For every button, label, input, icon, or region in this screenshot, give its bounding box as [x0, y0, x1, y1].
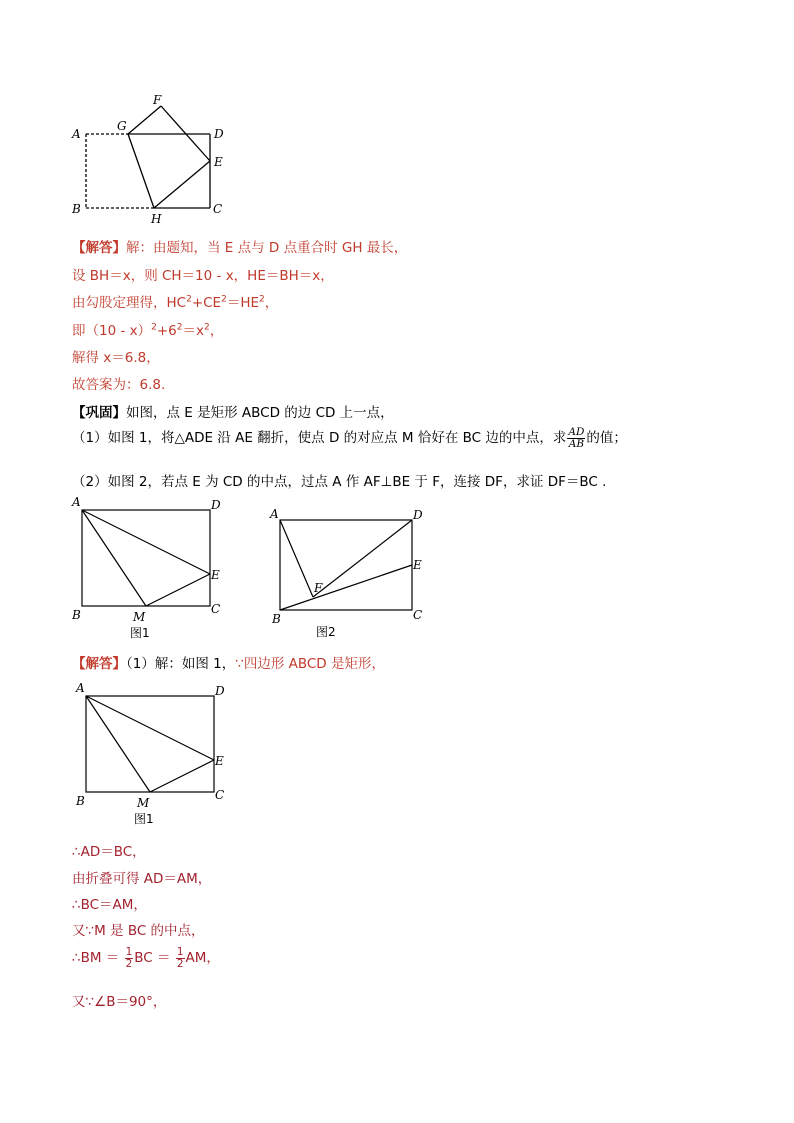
consolidate-intro: 【巩固】如图，点 E 是矩形 ABCD 的边 CD 上一点，: [72, 405, 394, 421]
answer-tag: 【解答】: [72, 240, 126, 256]
fig1r-label-a: A: [76, 681, 85, 695]
fig1r-label-d: D: [215, 684, 225, 698]
answer1-line1: 【解答】解：由题知，当 E 点与 D 点重合时 GH 最长，: [72, 240, 408, 256]
answer2-step6: 又∵∠B＝90°，: [72, 994, 167, 1010]
fig1-label-d: D: [211, 498, 221, 512]
point-label-h: H: [151, 212, 162, 226]
answer2-step1: ∴AD＝BC，: [72, 844, 146, 860]
point-label-c: C: [213, 202, 223, 216]
answer2-step3: ∴BC＝AM，: [72, 897, 147, 913]
fig1-label-m: M: [133, 610, 146, 624]
answer1-line5: 解得 x＝6.8，: [72, 350, 160, 366]
fig1r-label-b: B: [76, 794, 85, 808]
fig1-label-b: B: [72, 608, 81, 622]
figure-1-repeat: [70, 680, 240, 830]
answer2-step2: 由折叠可得 AD＝AM，: [72, 871, 212, 887]
fig2-label-d: D: [413, 508, 423, 522]
consolidate-question1: （1）如图 1，将△ADE 沿 AE 翻折，使点 D 的对应点 M 恰好在 BC 边的中点，求 $\frac{AD}{AB}$ 的值；: [72, 425, 627, 450]
answer2-step4: 又∵M 是 BC 的中点，: [72, 923, 205, 939]
answer2-step5: ∴BM ＝ $\frac{1}{2}$ BC ＝ $\frac{1}{2}$ AM，: [72, 945, 220, 970]
point-label-d: D: [214, 127, 224, 141]
fig1-label-e: E: [211, 568, 220, 582]
fig2-label-b: B: [272, 612, 281, 626]
figure-fold-rectangle: [66, 92, 236, 226]
figure-1: [66, 494, 236, 644]
answer1-line6: 故答案为：6.8.: [72, 377, 166, 393]
fig2-label-a: A: [270, 507, 279, 521]
fig1-label-a: A: [72, 495, 81, 509]
fig2-caption: 图2: [316, 625, 336, 639]
answer2-line1: 【解答】（1）解：如图 1，∵四边形 ABCD 是矩形，: [72, 656, 385, 672]
point-label-f: F: [153, 93, 162, 107]
fig1r-label-m: M: [137, 796, 150, 810]
answer1-line4: 即$(10 - x)^2+6^2=x^2$，: [72, 322, 224, 339]
fig1r-label-e: E: [215, 754, 224, 768]
point-label-e: E: [214, 155, 223, 169]
fig2-label-e: E: [413, 558, 422, 572]
point-label-b: B: [72, 202, 81, 216]
fig2-label-f: F: [314, 581, 323, 595]
fig1r-caption: 图1: [134, 812, 154, 826]
point-label-a: A: [72, 127, 81, 141]
figure-2: [266, 504, 436, 644]
answer1-line2: 设 BH＝x，则 CH＝10 - x，HE＝BH＝x，: [72, 268, 334, 284]
point-label-g: G: [117, 119, 127, 133]
fig1r-label-c: C: [215, 788, 225, 802]
fig1-label-c: C: [211, 602, 221, 616]
consolidate-question2: （2）如图 2，若点 E 为 CD 的中点，过点 A 作 AF⊥BE 于 F，连接 DF，求证 DF＝BC .: [72, 474, 607, 490]
fig1-caption: 图1: [130, 626, 150, 640]
answer1-line3: 由勾股定理得，$HC^2+CE^2=HE^2$，: [72, 294, 279, 311]
fig2-label-c: C: [413, 608, 423, 622]
